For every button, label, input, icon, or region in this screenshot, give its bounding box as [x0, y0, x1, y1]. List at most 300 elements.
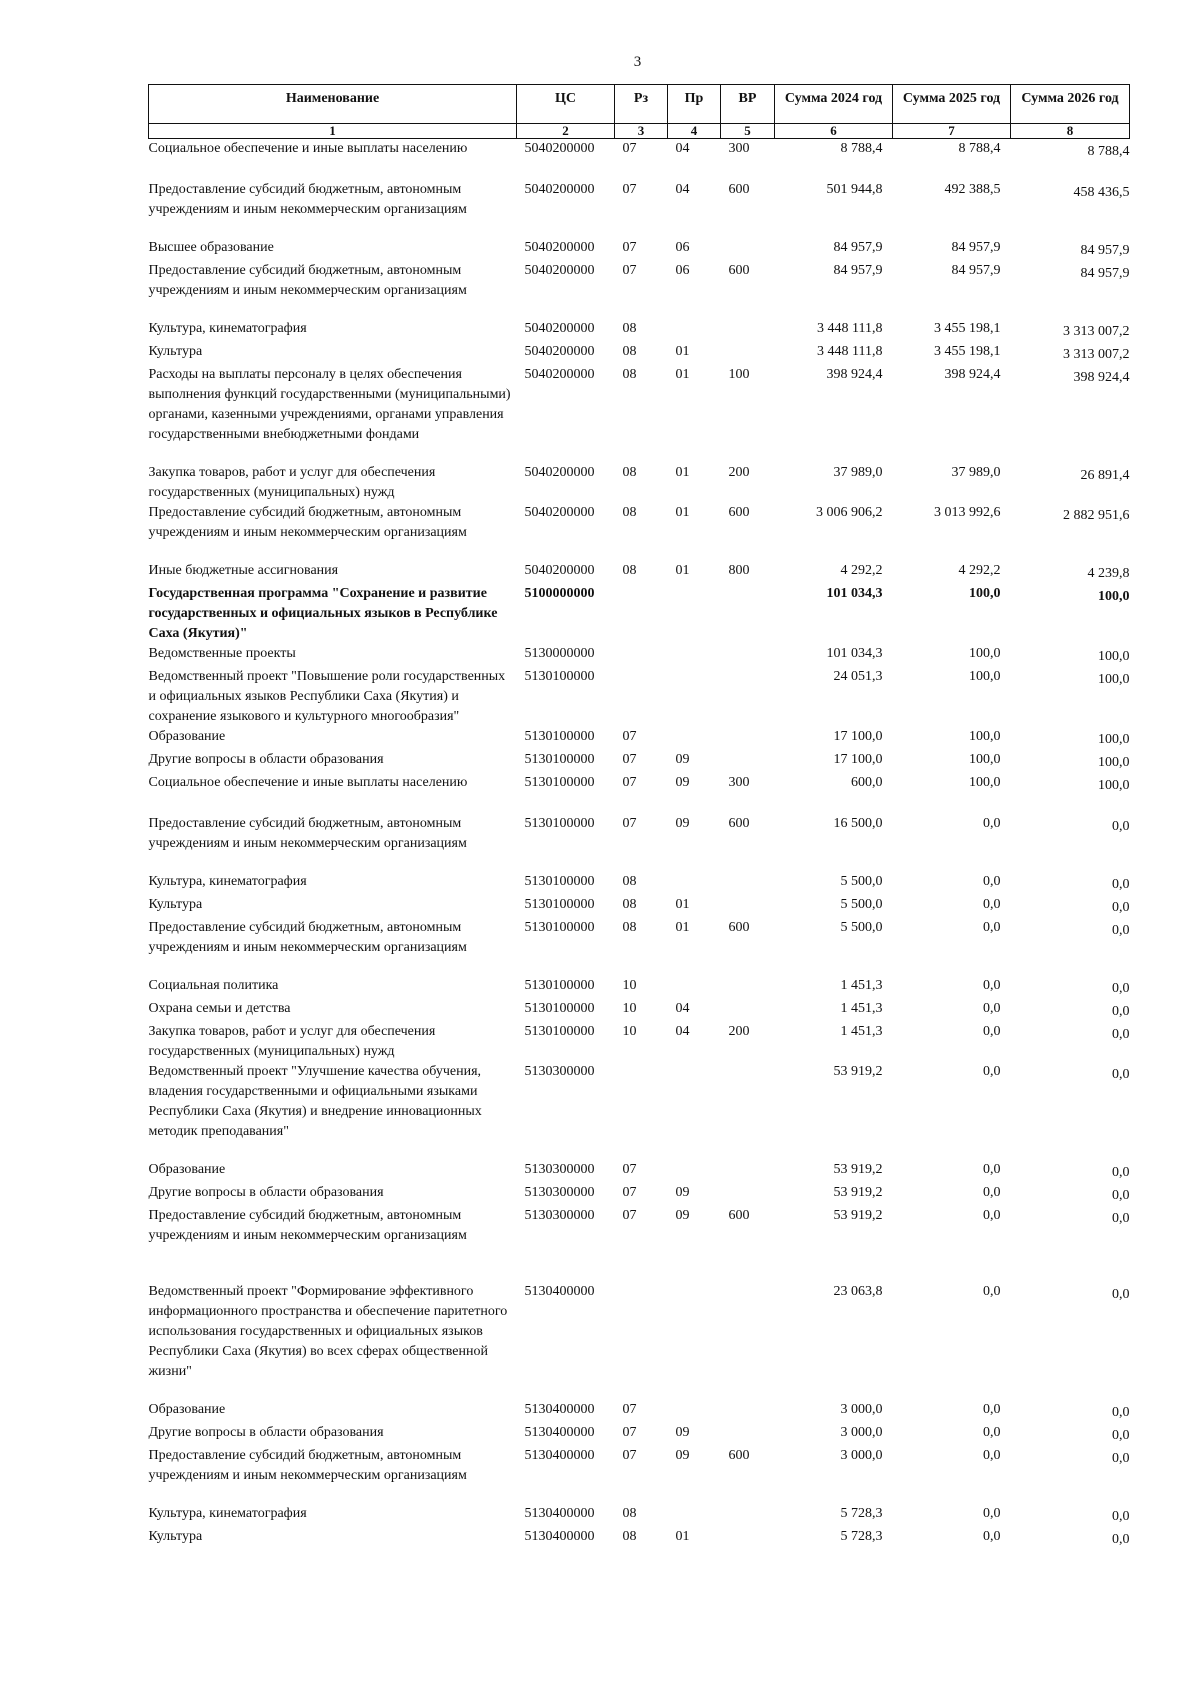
row-sum-2026: 100,0 — [1098, 649, 1130, 664]
row-vr-code: 200 — [728, 465, 750, 480]
row-cs-code: 5130300000 — [524, 1208, 595, 1223]
table-row — [149, 727, 1130, 750]
row-cs-code: 5130400000 — [524, 1448, 595, 1463]
row-cs-code: 5130400000 — [524, 1529, 595, 1544]
table-row — [149, 1400, 1130, 1423]
row-sum-2024: 101 034,3 — [826, 646, 883, 661]
page-number: 3 — [633, 54, 642, 70]
row-pr-code: 01 — [675, 920, 690, 935]
row-sum-2024: 501 944,8 — [826, 182, 883, 197]
row-vr-code: 100 — [728, 367, 750, 382]
row-sum-2025: 0,0 — [983, 1064, 1001, 1079]
row-rz-code: 07 — [622, 1425, 637, 1440]
table-row — [149, 463, 1130, 503]
row-sum-2024: 3 000,0 — [840, 1448, 883, 1463]
row-sum-2026: 3 313 007,2 — [1063, 347, 1130, 362]
row-name: Предоставление субсидий бюджетным, автономным учреждениям и иным некоммерческим организациям — [148, 263, 467, 298]
column-number: 3 — [615, 124, 668, 139]
row-vr-code: 600 — [728, 1208, 750, 1223]
row-name: Предоставление субсидий бюджетным, автономным учреждениям и иным некоммерческим организациям — [148, 920, 467, 955]
row-vr-code — [721, 1282, 775, 1400]
row-rz-code: 08 — [622, 465, 637, 480]
table-row — [149, 1446, 1130, 1504]
column-number: 7 — [893, 124, 1011, 139]
row-cs-code: 5130100000 — [524, 752, 595, 767]
row-name: Культура, кинематография — [148, 321, 307, 336]
row-rz-code: 07 — [622, 816, 637, 831]
row-rz-code — [615, 584, 668, 644]
row-cs-code: 5130100000 — [524, 874, 595, 889]
row-sum-2024: 84 957,9 — [833, 263, 883, 278]
table-row — [149, 584, 1130, 644]
row-sum-2025: 492 388,5 — [944, 182, 1001, 197]
row-sum-2024: 24 051,3 — [833, 669, 883, 684]
column-header-sum-2026: Сумма 2026 год — [1011, 85, 1130, 124]
row-sum-2024: 101 034,3 — [826, 586, 883, 601]
row-cs-code: 5040200000 — [524, 141, 595, 156]
table-row — [149, 342, 1130, 365]
column-header-name: Наименование — [149, 85, 517, 124]
column-number: 4 — [668, 124, 721, 139]
row-vr-code: 600 — [728, 182, 750, 197]
row-sum-2026: 0,0 — [1112, 1165, 1130, 1180]
row-rz-code: 08 — [622, 344, 637, 359]
row-name: Образование — [148, 1162, 226, 1177]
row-sum-2025: 3 455 198,1 — [934, 344, 1001, 359]
row-vr-code — [721, 319, 775, 342]
row-cs-code: 5130100000 — [524, 1024, 595, 1039]
row-name: Культура — [148, 897, 203, 912]
row-name: Культура, кинематография — [148, 874, 307, 889]
row-sum-2026: 0,0 — [1112, 1211, 1130, 1226]
row-sum-2026: 0,0 — [1112, 819, 1130, 834]
row-name: Другие вопросы в области образования — [148, 1425, 384, 1440]
row-sum-2025: 0,0 — [983, 1448, 1001, 1463]
row-sum-2025: 3 455 198,1 — [934, 321, 1001, 336]
row-sum-2026: 100,0 — [1098, 755, 1130, 770]
row-sum-2024: 53 919,2 — [833, 1185, 883, 1200]
row-sum-2024: 3 448 111,8 — [817, 321, 883, 336]
row-sum-2024: 53 919,2 — [833, 1208, 883, 1223]
row-vr-code — [721, 872, 775, 895]
row-sum-2026: 84 957,9 — [1080, 266, 1130, 281]
row-pr-code: 04 — [675, 1024, 690, 1039]
row-sum-2024: 17 100,0 — [833, 752, 883, 767]
row-rz-code: 07 — [622, 775, 637, 790]
row-vr-code — [721, 342, 775, 365]
table-row — [149, 644, 1130, 667]
row-cs-code: 5130400000 — [524, 1284, 595, 1299]
column-number: 5 — [721, 124, 775, 139]
table-body — [149, 139, 1130, 1551]
table-row — [149, 365, 1130, 463]
row-vr-code — [721, 1062, 775, 1160]
row-sum-2024: 5 500,0 — [840, 920, 883, 935]
row-cs-code: 5130000000 — [524, 646, 595, 661]
row-cs-code: 5130300000 — [524, 1162, 595, 1177]
table-row — [149, 1206, 1130, 1282]
row-sum-2025: 0,0 — [983, 897, 1001, 912]
table-row — [149, 238, 1130, 261]
row-sum-2026: 0,0 — [1112, 1405, 1130, 1420]
row-sum-2026: 2 882 951,6 — [1063, 508, 1130, 523]
row-cs-code: 5100000000 — [524, 586, 595, 601]
row-sum-2026: 3 313 007,2 — [1063, 324, 1130, 339]
row-cs-code: 5130400000 — [524, 1425, 595, 1440]
row-sum-2025: 100,0 — [969, 729, 1001, 744]
row-sum-2025: 0,0 — [983, 978, 1001, 993]
row-pr-code — [668, 1062, 721, 1160]
row-name: Государственная программа "Сохранение и развитие государственных и официальных языков в Республике Саха (Якутия)" — [148, 586, 498, 641]
row-name: Культура — [148, 344, 203, 359]
row-pr-code: 01 — [675, 897, 690, 912]
row-sum-2026: 0,0 — [1112, 900, 1130, 915]
row-sum-2026: 0,0 — [1112, 1067, 1130, 1082]
table-row — [149, 1282, 1130, 1400]
row-rz-code: 08 — [622, 321, 637, 336]
row-sum-2024: 3 000,0 — [840, 1425, 883, 1440]
row-rz-code: 08 — [622, 920, 637, 935]
row-pr-code — [668, 584, 721, 644]
row-vr-code — [721, 727, 775, 750]
row-sum-2024: 5 728,3 — [840, 1506, 883, 1521]
row-cs-code: 5130300000 — [524, 1185, 595, 1200]
row-sum-2026: 8 788,4 — [1087, 144, 1130, 159]
row-pr-code: 06 — [675, 263, 690, 278]
row-sum-2024: 23 063,8 — [833, 1284, 883, 1299]
row-sum-2024: 398 924,4 — [826, 367, 883, 382]
row-cs-code: 5130100000 — [524, 897, 595, 912]
row-rz-code: 10 — [622, 978, 637, 993]
column-header-rz: Рз — [615, 85, 668, 124]
row-sum-2026: 398 924,4 — [1073, 370, 1130, 385]
table-row — [149, 1160, 1130, 1183]
row-pr-code: 04 — [675, 182, 690, 197]
table-row — [149, 503, 1130, 561]
row-rz-code: 08 — [622, 505, 637, 520]
row-rz-code: 08 — [622, 1506, 637, 1521]
row-sum-2025: 0,0 — [983, 1506, 1001, 1521]
row-sum-2025: 0,0 — [983, 1402, 1001, 1417]
row-sum-2025: 398 924,4 — [944, 367, 1001, 382]
column-header-vr: ВР — [721, 85, 775, 124]
row-rz-code: 07 — [622, 1448, 637, 1463]
row-vr-code — [721, 1527, 775, 1550]
row-sum-2024: 5 500,0 — [840, 897, 883, 912]
row-sum-2025: 100,0 — [969, 646, 1001, 661]
row-cs-code: 5040200000 — [524, 240, 595, 255]
row-rz-code: 07 — [622, 141, 637, 156]
row-vr-code — [721, 1504, 775, 1527]
table-row — [149, 561, 1130, 584]
row-rz-code: 08 — [622, 897, 637, 912]
row-vr-code: 300 — [728, 775, 750, 790]
row-sum-2024: 1 451,3 — [840, 1024, 883, 1039]
row-rz-code: 10 — [622, 1001, 637, 1016]
row-pr-code — [668, 976, 721, 999]
row-sum-2026: 0,0 — [1112, 1509, 1130, 1524]
row-cs-code: 5040200000 — [524, 344, 595, 359]
row-name: Предоставление субсидий бюджетным, автономным учреждениям и иным некоммерческим организациям — [148, 505, 467, 540]
row-rz-code: 07 — [622, 1208, 637, 1223]
row-rz-code: 07 — [622, 1162, 637, 1177]
row-sum-2026: 100,0 — [1098, 778, 1130, 793]
row-name: Социальная политика — [148, 978, 279, 993]
row-vr-code — [721, 750, 775, 773]
row-rz-code: 07 — [622, 752, 637, 767]
column-header-sum-2025: Сумма 2025 год — [893, 85, 1011, 124]
row-pr-code: 01 — [675, 1529, 690, 1544]
row-vr-code — [721, 976, 775, 999]
row-sum-2025: 37 989,0 — [951, 465, 1001, 480]
row-vr-code — [721, 584, 775, 644]
row-pr-code — [668, 1504, 721, 1527]
row-name: Образование — [148, 729, 226, 744]
row-sum-2024: 37 989,0 — [833, 465, 883, 480]
row-rz-code: 08 — [622, 367, 637, 382]
row-sum-2025: 0,0 — [983, 1529, 1001, 1544]
table-row — [149, 1062, 1130, 1160]
row-sum-2024: 1 451,3 — [840, 1001, 883, 1016]
row-sum-2025: 0,0 — [983, 1185, 1001, 1200]
row-name: Ведомственные проекты — [148, 646, 296, 661]
row-sum-2026: 100,0 — [1098, 732, 1130, 747]
row-sum-2025: 100,0 — [969, 775, 1001, 790]
row-sum-2025: 100,0 — [969, 752, 1001, 767]
row-pr-code — [668, 644, 721, 667]
row-sum-2025: 0,0 — [983, 1162, 1001, 1177]
row-name: Ведомственный проект "Формирование эффективного информационного пространства и обеспечение паритетного использования государственных и официальных языков Республики Саха (Якутия) во всех сферах общественной жизни" — [148, 1284, 508, 1379]
row-sum-2024: 8 788,4 — [840, 141, 883, 156]
row-rz-code — [615, 1282, 668, 1400]
row-rz-code — [615, 667, 668, 727]
column-number: 8 — [1011, 124, 1130, 139]
row-sum-2024: 3 000,0 — [840, 1402, 883, 1417]
row-sum-2025: 0,0 — [983, 1208, 1001, 1223]
row-pr-code — [668, 1282, 721, 1400]
row-vr-code — [721, 1400, 775, 1423]
row-vr-code: 600 — [728, 1448, 750, 1463]
row-sum-2025: 0,0 — [983, 1024, 1001, 1039]
row-name: Предоставление субсидий бюджетным, автономным учреждениям и иным некоммерческим организациям — [148, 1448, 467, 1483]
table-row — [149, 976, 1130, 999]
row-name: Другие вопросы в области образования — [148, 1185, 384, 1200]
row-sum-2024: 16 500,0 — [833, 816, 883, 831]
row-cs-code: 5130100000 — [524, 1001, 595, 1016]
row-sum-2026: 0,0 — [1112, 1428, 1130, 1443]
table-row — [149, 139, 1130, 181]
row-sum-2026: 458 436,5 — [1073, 185, 1130, 200]
row-sum-2024: 1 451,3 — [840, 978, 883, 993]
row-name: Культура — [148, 1529, 203, 1544]
row-sum-2026: 0,0 — [1112, 1027, 1130, 1042]
row-vr-code — [721, 238, 775, 261]
row-pr-code — [668, 1400, 721, 1423]
row-cs-code: 5130100000 — [524, 775, 595, 790]
row-vr-code: 800 — [728, 563, 750, 578]
row-sum-2024: 17 100,0 — [833, 729, 883, 744]
row-cs-code: 5040200000 — [524, 505, 595, 520]
row-vr-code: 200 — [728, 1024, 750, 1039]
row-rz-code: 07 — [622, 263, 637, 278]
row-vr-code — [721, 895, 775, 918]
row-sum-2025: 0,0 — [983, 1284, 1001, 1299]
row-sum-2026: 0,0 — [1112, 1532, 1130, 1547]
row-name: Иные бюджетные ассигнования — [148, 563, 339, 578]
row-pr-code: 04 — [675, 1001, 690, 1016]
table-row — [149, 667, 1130, 727]
row-vr-code: 300 — [728, 141, 750, 156]
row-sum-2025: 100,0 — [969, 586, 1001, 601]
row-sum-2026: 0,0 — [1112, 1451, 1130, 1466]
row-pr-code — [668, 319, 721, 342]
row-sum-2026: 100,0 — [1098, 589, 1130, 604]
row-pr-code: 09 — [675, 1425, 690, 1440]
row-pr-code: 06 — [675, 240, 690, 255]
table-row — [149, 814, 1130, 872]
row-name: Охрана семьи и детства — [148, 1001, 291, 1016]
table-header — [149, 85, 1130, 139]
column-header-cs: ЦС — [517, 85, 615, 124]
row-pr-code: 09 — [675, 1185, 690, 1200]
row-name: Высшее образование — [148, 240, 274, 255]
row-sum-2025: 0,0 — [983, 1001, 1001, 1016]
row-cs-code: 5040200000 — [524, 563, 595, 578]
row-cs-code: 5040200000 — [524, 182, 595, 197]
table-row — [149, 999, 1130, 1022]
table-row — [149, 1527, 1130, 1550]
row-pr-code: 01 — [675, 367, 690, 382]
row-sum-2025: 0,0 — [983, 874, 1001, 889]
row-rz-code: 08 — [622, 874, 637, 889]
row-cs-code: 5130300000 — [524, 1064, 595, 1079]
row-sum-2026: 84 957,9 — [1080, 243, 1130, 258]
row-name: Предоставление субсидий бюджетным, автономным учреждениям и иным некоммерческим организациям — [148, 816, 467, 851]
row-name: Социальное обеспечение и иные выплаты населению — [148, 775, 468, 790]
row-rz-code: 07 — [622, 182, 637, 197]
row-sum-2025: 0,0 — [983, 1425, 1001, 1440]
row-name: Предоставление субсидий бюджетным, автономным учреждениям и иным некоммерческим организациям — [148, 182, 467, 217]
row-sum-2024: 4 292,2 — [840, 563, 883, 578]
row-sum-2024: 84 957,9 — [833, 240, 883, 255]
row-pr-code — [668, 1160, 721, 1183]
table-row — [149, 895, 1130, 918]
row-sum-2026: 4 239,8 — [1087, 566, 1130, 581]
row-cs-code: 5040200000 — [524, 263, 595, 278]
row-cs-code: 5130100000 — [524, 920, 595, 935]
column-number: 1 — [149, 124, 517, 139]
table-row — [149, 1183, 1130, 1206]
row-sum-2026: 0,0 — [1112, 877, 1130, 892]
row-sum-2024: 53 919,2 — [833, 1162, 883, 1177]
row-cs-code: 5130400000 — [524, 1402, 595, 1417]
table-row — [149, 1504, 1130, 1527]
row-cs-code: 5130100000 — [524, 978, 595, 993]
row-name: Другие вопросы в области образования — [148, 752, 384, 767]
row-name: Закупка товаров, работ и услуг для обеспечения государственных (муниципальных) нужд — [148, 465, 436, 500]
table-row — [149, 773, 1130, 814]
row-name: Расходы на выплаты персоналу в целях обеспечения выполнения функций государственными (муниципальными) органами, казенными учреждениями, органами управления государственными внебюджетными фондами — [148, 367, 511, 442]
table-row — [149, 918, 1130, 976]
row-rz-code: 07 — [622, 1185, 637, 1200]
row-vr-code: 600 — [728, 263, 750, 278]
row-sum-2024: 53 919,2 — [833, 1064, 883, 1079]
row-sum-2025: 84 957,9 — [951, 240, 1001, 255]
row-vr-code — [721, 1423, 775, 1446]
row-sum-2026: 0,0 — [1112, 1004, 1130, 1019]
row-name: Закупка товаров, работ и услуг для обеспечения государственных (муниципальных) нужд — [148, 1024, 436, 1059]
row-name: Социальное обеспечение и иные выплаты населению — [148, 141, 468, 156]
row-sum-2024: 600,0 — [851, 775, 883, 790]
row-sum-2025: 0,0 — [983, 920, 1001, 935]
row-cs-code: 5130100000 — [524, 816, 595, 831]
row-cs-code: 5040200000 — [524, 465, 595, 480]
column-number: 6 — [775, 124, 893, 139]
row-sum-2024: 3 006 906,2 — [816, 505, 883, 520]
row-rz-code — [615, 1062, 668, 1160]
row-sum-2024: 5 728,3 — [840, 1529, 883, 1544]
column-number: 2 — [517, 124, 615, 139]
row-pr-code: 09 — [675, 816, 690, 831]
row-sum-2026: 100,0 — [1098, 672, 1130, 687]
row-rz-code: 07 — [622, 729, 637, 744]
row-vr-code — [721, 1160, 775, 1183]
row-pr-code: 09 — [675, 1448, 690, 1463]
row-vr-code — [721, 644, 775, 667]
table-row — [149, 1423, 1130, 1446]
row-vr-code: 600 — [728, 816, 750, 831]
row-vr-code: 600 — [728, 505, 750, 520]
row-rz-code — [615, 644, 668, 667]
row-pr-code: 09 — [675, 775, 690, 790]
row-name: Образование — [148, 1402, 226, 1417]
row-sum-2025: 84 957,9 — [951, 263, 1001, 278]
budget-table — [148, 84, 1130, 1550]
row-cs-code: 5130400000 — [524, 1506, 595, 1521]
table-row — [149, 180, 1130, 238]
row-name: Предоставление субсидий бюджетным, автономным учреждениям и иным некоммерческим организациям — [148, 1208, 467, 1243]
row-rz-code: 08 — [622, 563, 637, 578]
row-name: Ведомственный проект "Повышение роли государственных и официальных языков Республики Саха (Якутия) и сохранение языкового и культурного многообразия" — [148, 669, 506, 724]
row-sum-2024: 5 500,0 — [840, 874, 883, 889]
row-pr-code: 09 — [675, 1208, 690, 1223]
row-sum-2024: 3 448 111,8 — [817, 344, 883, 359]
row-pr-code: 01 — [675, 344, 690, 359]
table-row — [149, 872, 1130, 895]
row-pr-code: 01 — [675, 563, 690, 578]
row-rz-code: 07 — [622, 240, 637, 255]
row-vr-code — [721, 667, 775, 727]
row-sum-2025: 4 292,2 — [958, 563, 1001, 578]
row-vr-code — [721, 999, 775, 1022]
row-vr-code: 600 — [728, 920, 750, 935]
row-pr-code: 01 — [675, 505, 690, 520]
row-sum-2025: 100,0 — [969, 669, 1001, 684]
row-name: Культура, кинематография — [148, 1506, 307, 1521]
row-sum-2026: 0,0 — [1112, 981, 1130, 996]
row-name: Ведомственный проект "Улучшение качества обучения, владения государственными и официальными языками Республики Саха (Якутия) и внедрение инновационных методик преподавания" — [148, 1064, 482, 1139]
row-pr-code — [668, 667, 721, 727]
row-sum-2025: 0,0 — [983, 816, 1001, 831]
row-pr-code: 09 — [675, 752, 690, 767]
budget-table-container — [148, 84, 1129, 1550]
row-sum-2026: 0,0 — [1112, 923, 1130, 938]
column-header-sum-2024: Сумма 2024 год — [775, 85, 893, 124]
table-row — [149, 1022, 1130, 1062]
row-rz-code: 10 — [622, 1024, 637, 1039]
row-pr-code — [668, 872, 721, 895]
row-rz-code: 07 — [622, 1402, 637, 1417]
